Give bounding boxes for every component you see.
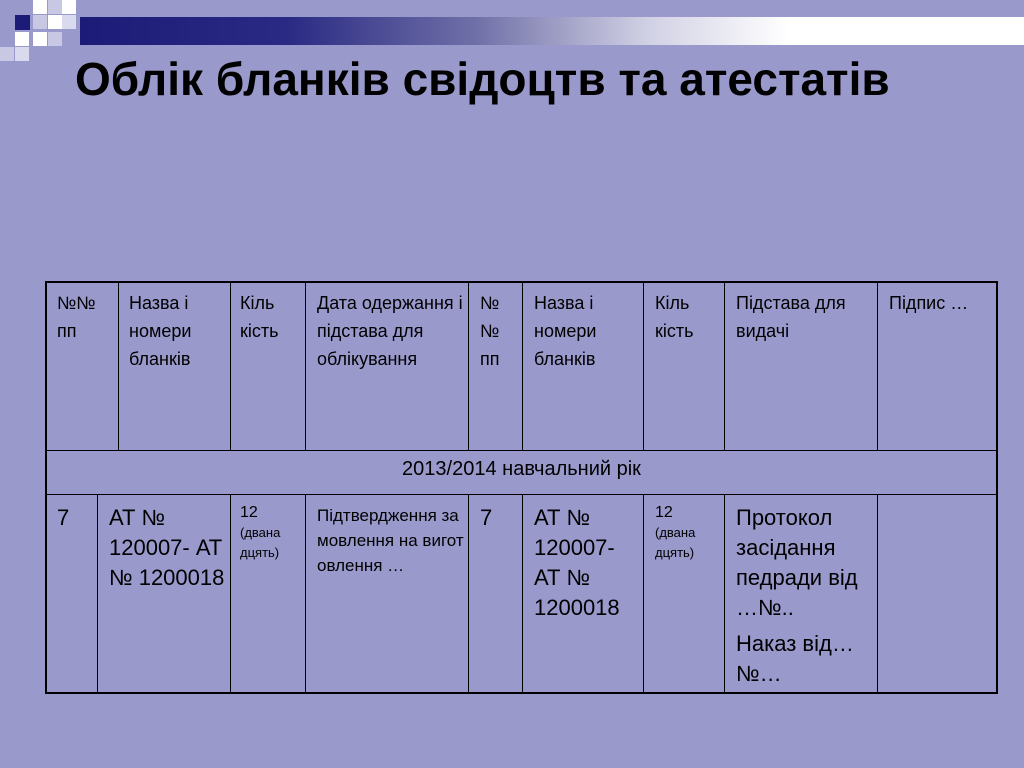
registry-table (45, 281, 998, 694)
row-quantity: 12 (двана дцять) (240, 504, 281, 560)
header-blank-name: Назва і номери бланків (129, 293, 192, 369)
row-number-2: 7 (480, 505, 493, 530)
row-number: 7 (57, 505, 70, 530)
header-issue-basis: Підстава для видачі (736, 293, 846, 341)
row-quantity-2: 12 (двана дцять) (655, 504, 696, 560)
slide-title: Облік бланків свідоцтв та атестатів (75, 53, 890, 105)
row-blank-numbers: АТ № 120007- АТ № 1200018 (109, 505, 225, 590)
header-quantity-2: Кіль кість (655, 293, 694, 341)
header-receipt-date: Дата одержання і підстава для облікування (317, 293, 463, 369)
header-blank-name-2: Назва і номери бланків (534, 293, 597, 369)
row-blank-numbers-2: АТ № 120007- АТ № 1200018 (534, 505, 620, 620)
header-quantity: Кіль кість (240, 293, 279, 341)
header-number-2: № № пп (480, 293, 500, 369)
header-number: №№ пп (57, 293, 96, 341)
row-receipt-basis: Підтвердження замовлення на виготовлення … (317, 506, 464, 575)
header-signature: Підпис … (889, 293, 969, 313)
header-gradient-bar (80, 17, 1024, 45)
row-issue-basis: Протокол засідання педради від …№.. Наказ від… №… (736, 505, 858, 686)
academic-year-row: 2013/2014 навчальний рік (402, 458, 641, 480)
